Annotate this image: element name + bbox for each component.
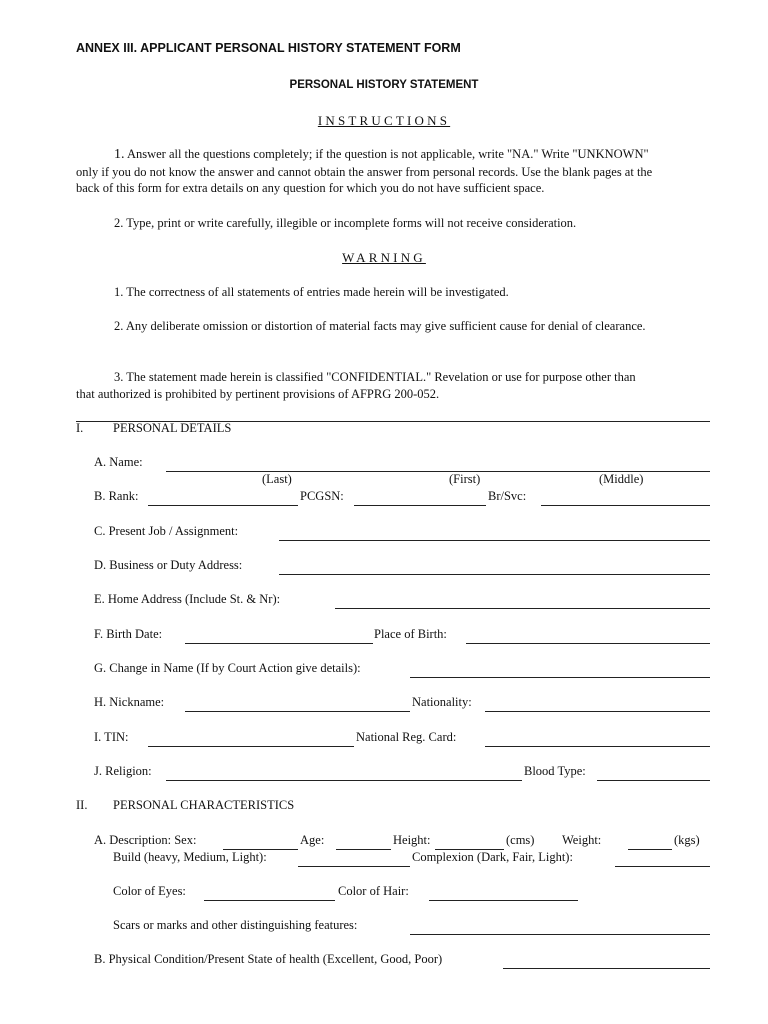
scars-label: Scars or marks and other distinguishing features:: [113, 918, 358, 932]
name-label: A. Name:: [94, 455, 143, 469]
annex-title: ANNEX III. APPLICANT PERSONAL HISTORY STATEMENT FORM: [76, 41, 461, 55]
color-of-hair-label: Color of Hair:: [338, 884, 409, 898]
brsvc-label: Br/Svc:: [488, 489, 527, 503]
blood-type-field[interactable]: [597, 780, 710, 781]
color-of-eyes-field[interactable]: [204, 900, 335, 901]
place-of-birth-field[interactable]: [466, 643, 710, 644]
complexion-field[interactable]: [615, 866, 710, 867]
weight-field[interactable]: [628, 849, 672, 850]
instruction-number-2: 2.: [114, 216, 124, 230]
color-of-hair-field[interactable]: [429, 900, 578, 901]
warning-item-1: [76, 284, 656, 301]
tin-label: I. TIN:: [94, 730, 129, 744]
change-in-name-field[interactable]: [410, 677, 710, 678]
warning-number-2: 2.: [114, 319, 124, 333]
instruction-text-2: Type, print or write carefully, illegible or incomplete forms will not receive consideration.: [126, 216, 577, 230]
warning-text-2-first: Any deliberate omission or distortion of material facts may give sufficient cause for denial: [125, 319, 579, 333]
nationality-field[interactable]: [485, 711, 710, 712]
warning-text-3-rest: purpose other than that authorized is prohibited by pertinent provisions of AFPRG 200-052.: [76, 370, 636, 401]
change-in-name-label: G. Change in Name (If by Court Action give details):: [94, 661, 361, 675]
build-label: Build (heavy, Medium, Light):: [113, 850, 267, 864]
warning-heading: WARNING: [342, 250, 426, 265]
home-address-field[interactable]: [335, 608, 710, 609]
national-reg-card-label: National Reg. Card:: [356, 730, 457, 744]
present-job-label: C. Present Job / Assignment:: [94, 524, 239, 538]
home-address-label: E. Home Address (Include St. & Nr):: [94, 592, 281, 606]
name-middle-caption: (Middle): [599, 472, 644, 486]
instruction-item-2: [76, 215, 656, 232]
section-1-title: PERSONAL DETAILS: [113, 421, 232, 435]
nickname-field[interactable]: [185, 711, 410, 712]
warning-text-2-rest: of clearance.: [581, 319, 646, 333]
description-sex-label: A. Description: Sex:: [94, 833, 197, 847]
tin-field[interactable]: [148, 746, 354, 747]
complexion-label: Complexion (Dark, Fair, Light):: [412, 850, 573, 864]
name-last-caption: (Last): [262, 472, 292, 486]
warning-text-1: The correctness of all statements of entries made herein will be investigated.: [126, 285, 509, 299]
rank-field[interactable]: [148, 505, 298, 506]
religion-field[interactable]: [166, 780, 522, 781]
birth-date-field[interactable]: [185, 643, 373, 644]
build-field[interactable]: [298, 866, 410, 867]
place-of-birth-label: Place of Birth:: [374, 627, 447, 641]
section-2-title: PERSONAL CHARACTERISTICS: [113, 798, 295, 812]
warning-text-3-first: The statement made herein is classified "CONFIDENTIAL." Revelation or use for: [126, 370, 540, 384]
religion-label: J. Religion:: [94, 764, 152, 778]
scars-field[interactable]: [410, 934, 710, 935]
name-first-caption: (First): [449, 472, 481, 486]
instructions-heading: INSTRUCTIONS: [317, 113, 451, 128]
pcgsn-field[interactable]: [354, 505, 486, 506]
instruction-text-1-first: Answer all the questions completely; if the question is not applicable, write "NA." Write: [126, 147, 570, 161]
present-job-field[interactable]: [279, 540, 710, 541]
warning-item-3: [76, 369, 656, 402]
section-2-numeral: II.: [76, 798, 88, 812]
weight-label: Weight:: [562, 833, 602, 847]
physical-condition-label: B. Physical Condition/Present State of health (Excellent, Good, Poor): [94, 952, 443, 966]
physical-condition-field[interactable]: [503, 968, 710, 969]
height-label: Height:: [393, 833, 431, 847]
cms-unit: (cms): [506, 833, 535, 847]
business-address-field[interactable]: [279, 574, 710, 575]
section-1-numeral: I.: [76, 421, 84, 435]
age-field[interactable]: [336, 849, 391, 850]
warning-item-2: [76, 318, 656, 335]
pcgsn-label: PCGSN:: [300, 489, 344, 503]
instruction-number-1: 1.: [114, 147, 125, 162]
blood-type-label: Blood Type:: [524, 764, 586, 778]
rank-label: B. Rank:: [94, 489, 139, 503]
warning-number-3: 3.: [114, 370, 124, 384]
brsvc-field[interactable]: [541, 505, 710, 506]
national-reg-card-field[interactable]: [485, 746, 710, 747]
instruction-item-1: [76, 146, 656, 197]
nationality-label: Nationality:: [412, 695, 472, 709]
kgs-unit: (kgs): [674, 833, 700, 847]
warning-number-1: 1.: [114, 285, 124, 299]
nickname-label: H. Nickname:: [94, 695, 165, 709]
birth-date-label: F. Birth Date:: [94, 627, 163, 641]
color-of-eyes-label: Color of Eyes:: [113, 884, 186, 898]
form-title: PERSONAL HISTORY STATEMENT: [289, 79, 479, 91]
age-label: Age:: [300, 833, 325, 847]
business-address-label: D. Business or Duty Address:: [94, 558, 243, 572]
instruction-text-1-rest: "UNKNOWN" only if you do not know the answer and cannot obtain the answer from personal records. Use the blank pages at the back of this form for extra details on any question for which you do not have sufficient space.: [76, 147, 653, 195]
